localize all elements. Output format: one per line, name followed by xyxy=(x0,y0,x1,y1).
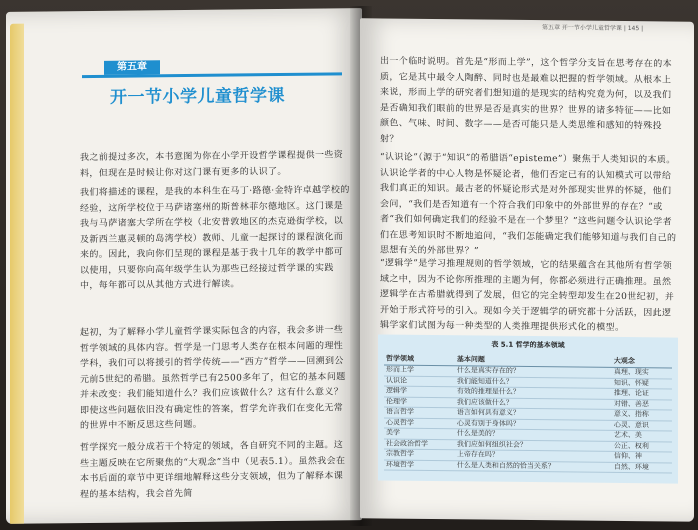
table-cell: 宗教哲学 xyxy=(384,449,455,460)
table-caption: 表 5.1 哲学的基本领域 xyxy=(491,340,565,350)
table-cell: 真理、现实 xyxy=(612,367,672,378)
table-cell: 形而上学 xyxy=(384,365,455,376)
table-cell: 我们应如何组织社会？ xyxy=(455,439,612,451)
table-cell: 知识、怀疑 xyxy=(612,378,672,389)
table-cell: 我们能知道什么？ xyxy=(455,376,612,388)
paragraph: 我之前提过多次，本书意图为你在小学开设哲学课程提供一些资料，但现在是时候让你对这门课有更多的认识了。 xyxy=(80,150,344,179)
table-5-1 xyxy=(378,334,678,483)
table-cell: 什么是美的？ xyxy=(455,429,612,441)
table-cell: 自然、环境 xyxy=(612,462,672,473)
paragraph: 哲学探究一般分成若干个特定的领域，各自研究不同的主题。这些主题反映在它所聚焦的“大观念”当中（见表5.1）。虽然我会在本书后面的章节中更详细地解释这些分支领域，但为了解释本课程的基本结构，我会首先简 xyxy=(80,440,346,500)
chapter-title: 开一节小学儿童哲学课 xyxy=(110,85,285,108)
table-cell: 对错、善恶 xyxy=(612,399,672,410)
table-cell: 逻辑学 xyxy=(384,386,455,397)
table-cell: 信仰、神 xyxy=(612,451,672,462)
table-cell: 什么是人类和自然的恰当关系？ xyxy=(455,460,612,472)
table-header: 哲学领域 xyxy=(384,353,455,366)
table-grid xyxy=(384,353,672,474)
table-cell: 上帝存在吗？ xyxy=(455,450,612,462)
paragraph: 我们将描述的课程，是我的本科生在马丁·路德·金特许卓越学校的经验，这所学校位于马萨诸塞州的斯普林菲尔德地区。这门课是我与马萨诸塞大学所在学校（北安普敦地区的杰克逊街学校，以及新西兰惠灵顿的岛湾学校）教师、儿童一起探讨的课程演化而来的。因此，我向你们呈现的课程是基于我十几年的教学中都可以使用，只要你向高年级学生认为那些已经接过哲学课的实践中，每年都可以从其他方式进行解读。 xyxy=(80,185,350,292)
table-cell: 社会政治哲学 xyxy=(384,439,455,450)
running-header: 第五章 开一节小学儿童哲学课 | 145 | xyxy=(542,24,644,33)
table-cell: 认识论 xyxy=(384,376,455,387)
paragraph: 起初，为了解释小学儿童哲学课实际包含的内容，我会多讲一些哲学领域的具体内容。哲学是一门思考人类存在根本问题的理性学科，我们可以将援引的哲学传统——“西方”哲学——回溯到公元前5世纪的希腊。虽然哲学已有2500多年了，但它的基本问题并未改变：我们能知道什么？我们应该做什么？这有什么意义？即使这些问题依旧没有确定性的答案，哲学允许我们在变化无常的世界中不断反思这些问题。 xyxy=(80,325,346,432)
table-cell: 心灵、意识 xyxy=(612,420,672,431)
table-cell: 语言如何具有意义？ xyxy=(455,408,612,420)
right-page xyxy=(360,18,694,521)
table-header: 大观念 xyxy=(612,355,672,368)
table-header: 基本问题 xyxy=(455,353,612,367)
paragraph: “认识论”（源于“知识”的希腊语“episteme”）聚焦于人类知识的本质。认识论学者的中心人物是怀疑论者，他们否定已有的认知模式可以带给我们真正的知识。最古老的怀疑论形式是对外部现实世界的怀疑，他们会问，“我们是否知道有一个符合我们印象中的外部世界的存在？”或者“我们如何确定我们的经验不是在一个梦里？”这些问题令认识论学者们在思考知识时不断地追问，“我们怎能确定我们能够知道与我们自己的思想有关的外部世界？” xyxy=(380,152,677,257)
chapter-tag: 第五章 xyxy=(104,60,160,75)
paragraph: “逻辑学”是学习推理规则的哲学领域，它的结果蕴含在其他所有哲学领域之中，因为不论你所推理的主题为何，你都必须进行正确推理。虽然逻辑学在古希腊就得到了发展，但它的完全转型却发生在20世纪初，并开始于形式符号的引入。现如今关于逻辑学的研究都十分活跃，因此逻辑学家们试图为每一种类型的人类推理提供形式化的模型。 xyxy=(380,258,675,334)
table-cell: 意义、指称 xyxy=(612,409,672,420)
table-cell: 美学 xyxy=(384,428,455,439)
table-cell: 环境哲学 xyxy=(384,460,455,471)
table-cell: 我们应该做什么？ xyxy=(455,397,612,409)
table-cell: 心灵哲学 xyxy=(384,418,455,429)
table-cell: 什么是真实存在的？ xyxy=(455,366,612,378)
page-edge xyxy=(10,24,24,524)
table-cell: 艺术、美 xyxy=(612,430,672,441)
table-cell: 伦理学 xyxy=(384,397,455,408)
table-cell: 心灵有别于身体吗？ xyxy=(455,418,612,430)
paragraph: 出一个临时说明。首先是“形而上学”，这个哲学分支旨在思考存在的本质，它是其中最令人陶醉、同时也是最难以把握的哲学领域。从根本上来说，形而上学的研究者们想知道的是现实的结构究竟为何，以及我们是否确知我们眼前的世界是否是真实的世界？世界的诸多特征——比如颜色、气味、时间、数字——是否可能只是人类思维和感知的特殊投射？ xyxy=(380,56,673,145)
table-cell: 有效的推理是什么？ xyxy=(455,387,612,399)
table-cell: 语言哲学 xyxy=(384,407,455,418)
table-cell: 推理、论证 xyxy=(612,388,672,399)
table-cell: 公正、权利 xyxy=(612,441,672,452)
left-page xyxy=(6,8,362,524)
